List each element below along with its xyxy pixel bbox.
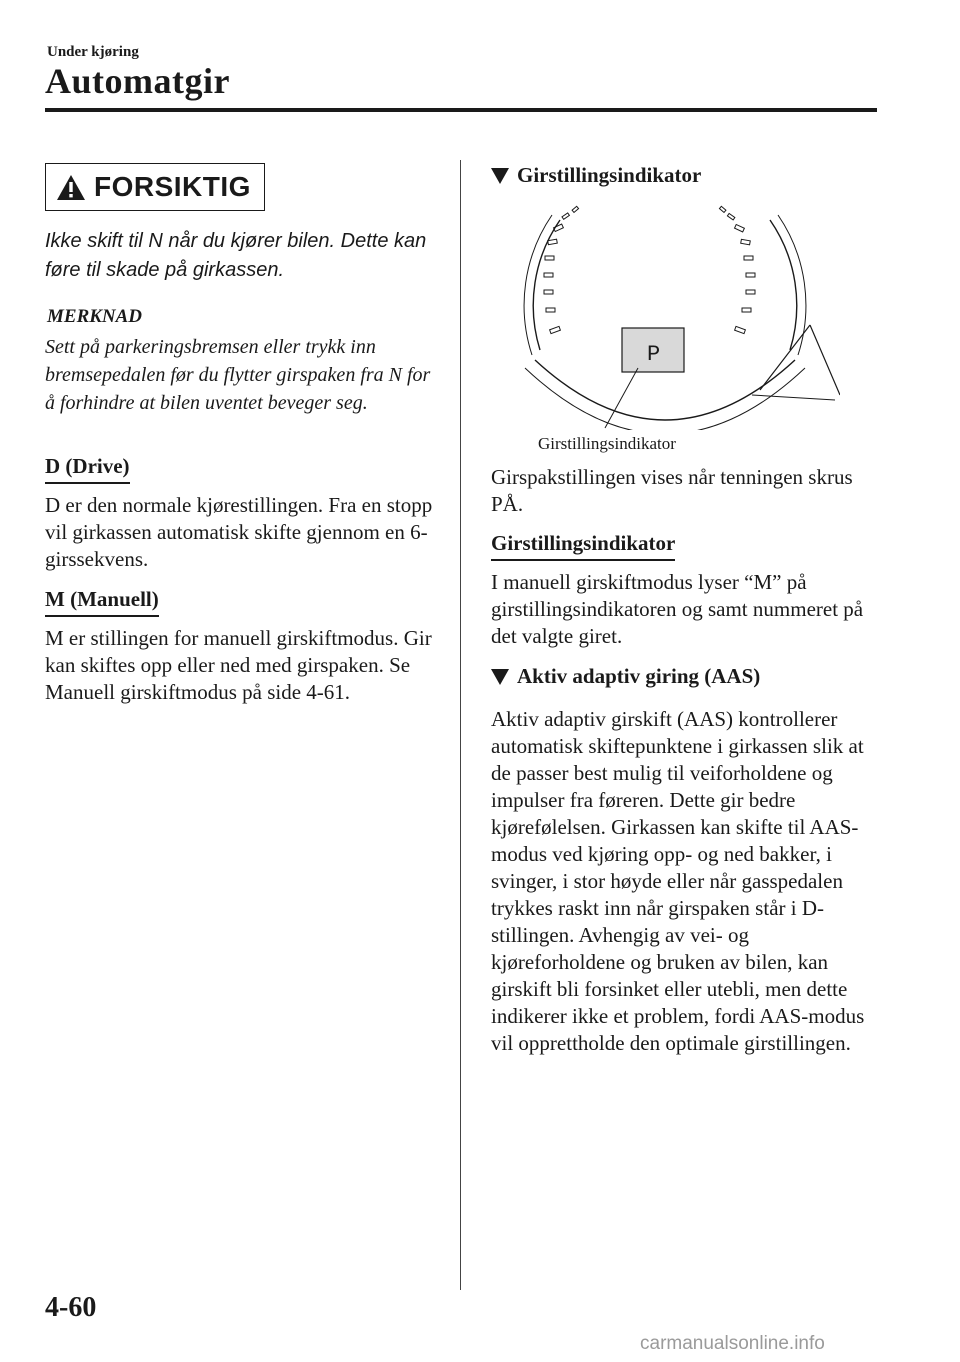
indicator-heading: [491, 163, 701, 188]
section-label: Under kjøring: [47, 44, 139, 60]
header-rule: [45, 108, 877, 112]
caution-box: [45, 163, 265, 211]
chapter-title: Automatgir: [45, 61, 230, 101]
warning-icon: [56, 174, 86, 201]
aas-text: Aktiv adaptiv girskift (AAS) kontrollerer automatisk skiftepunktene i girkassen slik at de passer best mulig til veiforholdene og impulser fra føreren. Dette gir bedre kjørefølelsen. Girkassen kan skifte til AAS-modus ved kjøring opp- og ned bakker, i svinger, i stor høyde eller når gasspedalen trykkes raskt inn når girspaken står i D-stillingen. Avhengig av vei- og kjøreforholdene og bruken av bilen, kan girskift bli forsinket eller utebli, men dette indikerer ikke et problem, fordi AAS-modus vil opprettholde den optimale girstillingen.: [491, 707, 865, 1055]
figure-caption: Girstillingsindikator: [538, 434, 676, 453]
indicator-heading-text: Girstillingsindikator: [517, 163, 702, 187]
caution-text: Ikke skift til N når du kjører bilen. Dette kan føre til skade på girkassen.: [45, 230, 427, 281]
caution-title: FORSIKTIG: [94, 171, 251, 202]
indicator-subheading: Girstillingsindikator: [491, 531, 675, 561]
indicator-intro: Girspakstillingen vises når tenningen skrus PÅ.: [491, 465, 853, 516]
drive-section: [45, 454, 440, 573]
triangle-bullet-icon: [491, 669, 509, 685]
gear-indicator-figure: [520, 200, 840, 430]
indicator-text: I manuell girskiftmodus lyser “M” på girstillingsindikatoren og samt nummeret på det valgte giret.: [491, 570, 864, 648]
watermark: carmanualsonline.info: [640, 1333, 825, 1354]
aas-heading-text: Aktiv adaptiv giring (AAS): [517, 664, 761, 688]
drive-heading: D (Drive): [45, 454, 130, 484]
page-number: 4-60: [45, 1292, 97, 1323]
note-text: Sett på parkeringsbremsen eller trykk inn bremsepedalen før du flytter girspaken fra N for å forhindre at bilen uventet beveger seg.: [45, 336, 431, 414]
drive-text: D er den normale kjørestillingen. Fra en stopp vil girkassen automatisk skifte gjennom en 6-girssekvens.: [45, 493, 433, 571]
indicator-subsection: [491, 531, 886, 650]
column-divider: [460, 160, 461, 1290]
manual-heading: M (Manuell): [45, 587, 159, 617]
aas-heading: [491, 664, 760, 689]
gear-letter: P: [647, 342, 661, 367]
manual-text: M er stillingen for manuell girskiftmodus. Gir kan skiftes opp eller ned med girspaken. Se Manuell girskiftmodus på side 4-61.: [45, 626, 432, 704]
manual-section: [45, 587, 440, 706]
triangle-bullet-icon: [491, 168, 509, 184]
note-title: MERKNAD: [47, 306, 143, 327]
